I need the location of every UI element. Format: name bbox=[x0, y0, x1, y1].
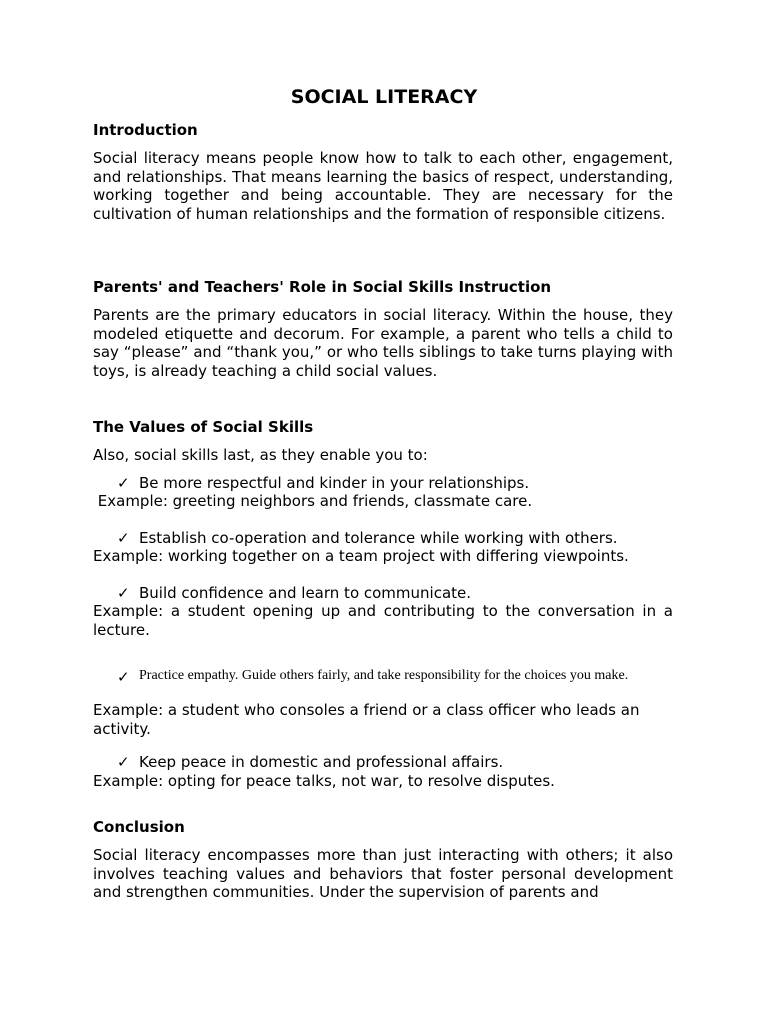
introduction-heading: Introduction bbox=[93, 121, 198, 139]
checkmark-icon: ✓ bbox=[117, 753, 130, 771]
bullet-text: Keep peace in domestic and professional affairs. bbox=[139, 753, 504, 771]
example-text: Example: greeting neighbors and friends, classmate care. bbox=[93, 492, 533, 510]
checkmark-icon: ✓ bbox=[117, 668, 130, 686]
roles-heading: Parents' and Teachers' Role in Social Skills Instruction bbox=[93, 278, 552, 296]
checkmark-icon: ✓ bbox=[117, 584, 130, 602]
introduction-paragraph: Social literacy means people know how to talk to each other, engagement, and relationships. That means learning the basics of respect, understanding, working together and being accountable. They are necessary for the cultivation of human relationships and the formation of responsible citizens. bbox=[93, 149, 673, 223]
checkmark-icon: ✓ bbox=[117, 474, 130, 492]
list-item bbox=[117, 474, 657, 493]
conclusion-paragraph: Social literacy encompasses more than just interacting with others; it also involves teaching values and behaviors that foster personal development and strengthen communities. Under the supervision of parents and bbox=[93, 846, 673, 902]
example-text: Example: working together on a team project with differing viewpoints. bbox=[93, 547, 629, 565]
list-item bbox=[117, 753, 657, 772]
conclusion-heading: Conclusion bbox=[93, 818, 185, 836]
list-item bbox=[117, 529, 657, 548]
bullet-text: Establish co-operation and tolerance while working with others. bbox=[139, 529, 618, 547]
example-text: Example: opting for peace talks, not war, to resolve disputes. bbox=[93, 772, 555, 790]
document-title: SOCIAL LITERACY bbox=[290, 86, 478, 108]
values-heading: The Values of Social Skills bbox=[93, 418, 314, 436]
example-text: Example: a student opening up and contributing to the conversation in a lecture. bbox=[93, 602, 673, 639]
bullet-text: Build confidence and learn to communicate. bbox=[139, 584, 472, 602]
list-item bbox=[117, 584, 657, 603]
roles-paragraph: Parents are the primary educators in social literacy. Within the house, they modeled etiquette and decorum. For example, a parent who tells a child to say “please” and “thank you,” or who tells siblings to take turns playing with toys, is already teaching a child social values. bbox=[93, 306, 673, 380]
list-item bbox=[117, 668, 657, 685]
checkmark-icon: ✓ bbox=[117, 529, 130, 547]
values-lead: Also, social skills last, as they enable you to: bbox=[93, 446, 428, 464]
bullet-text: Practice empathy. Guide others fairly, and take responsibility for the choices you make. bbox=[139, 668, 629, 683]
bullet-text: Be more respectful and kinder in your relationships. bbox=[139, 474, 530, 492]
example-text: Example: a student who consoles a friend or a class officer who leads an activity. bbox=[93, 701, 640, 738]
